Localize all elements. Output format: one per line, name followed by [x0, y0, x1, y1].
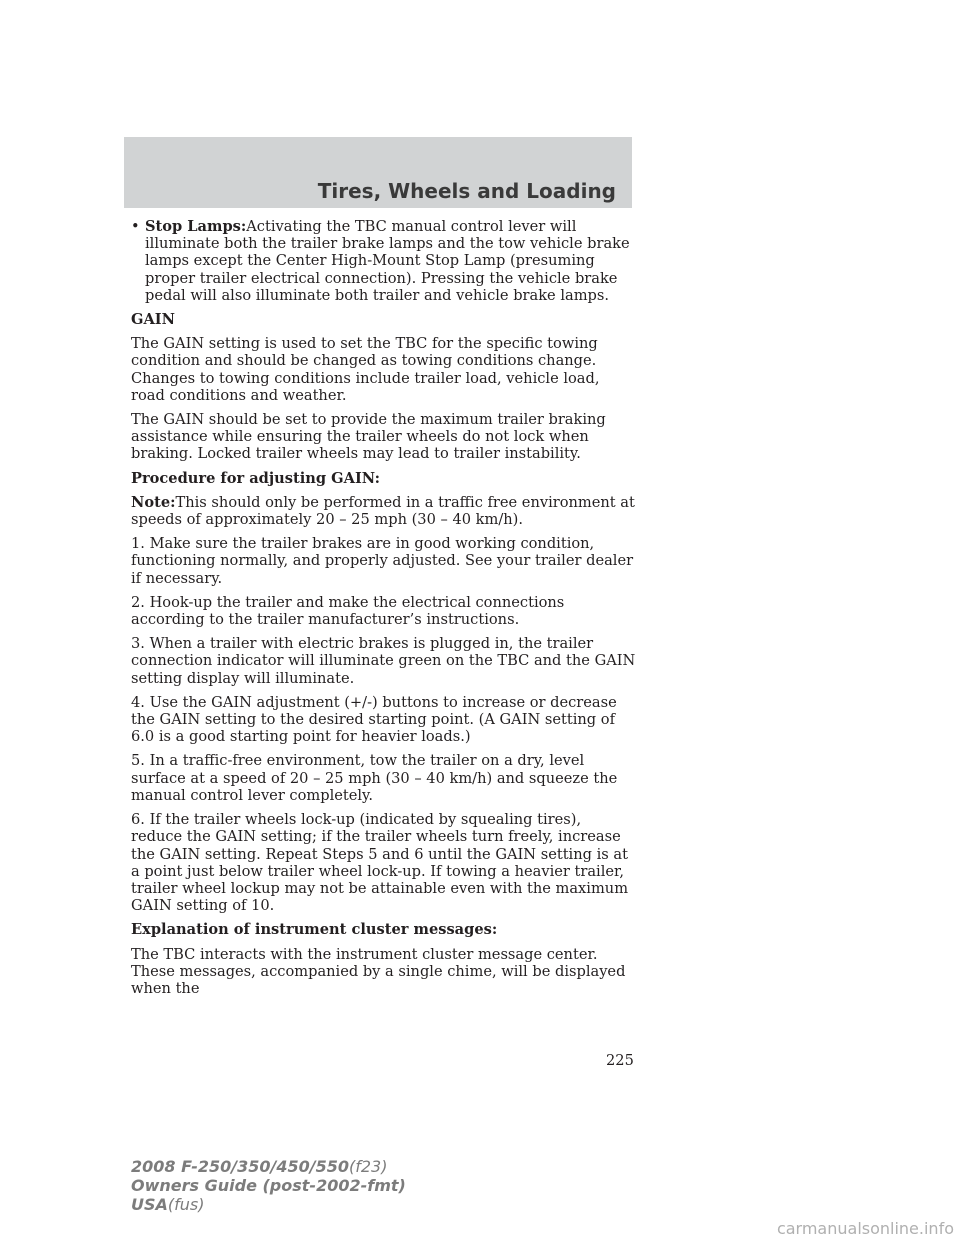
procedure-step-5: 5. In a traffic-free environment, tow the trailer on a dry, level surface at a speed of 20 – 25 mph (30 – 40 km/h) and squeeze the manual control lever completely. — [131, 752, 618, 804]
procedure-step-1: 1. Make sure the trailer brakes are in good working condition, functioning normally, and properly adjusted. See your trailer dealer if necessary. — [131, 535, 634, 587]
procedure-step-4: 4. Use the GAIN adjustment (+/-) buttons to increase or decrease the GAIN setting to the desired starting point. (A GAIN setting of 6.0 is a good starting point for heavier loads.) — [131, 693, 617, 746]
footer-market-code: (fus) — [167, 1195, 205, 1214]
procedure-note — [131, 494, 636, 528]
note-text: This should only be performed in a traffic free environment at speeds of approximately 20 – 25 mph (30 – 40 km/h). — [131, 493, 635, 529]
watermark-link[interactable]: carmanualsonline.info — [776, 1219, 954, 1238]
footer-market: USA — [131, 1195, 168, 1214]
gain-paragraph-2: The GAIN should be set to provide the maximum trailer braking assistance while ensuring the trailer wheels do not lock when braking. Locked trailer wheels may lead to trailer instability. — [131, 411, 606, 463]
stop-lamps-bullet — [131, 218, 636, 304]
procedure-step-3: 3. When a trailer with electric brakes is plugged in, the trailer connection indicator will illuminate green on the TBC and the GAIN setting display will illuminate. — [131, 635, 636, 687]
footer-model-code: (f23) — [349, 1157, 388, 1176]
bullet-text: Activating the TBC manual control lever will illuminate both the trailer brake lamps and the tow vehicle brake lamps except the Center High-Mount Stop Lamp (presuming proper trailer electrical connection). Pressing the vehicle brake pedal will also illuminate both trailer and vehicle brake lamps. — [145, 218, 630, 304]
gain-paragraph-1: The GAIN setting is used to set the TBC for the specific towing condition and should be changed as towing conditions change. Changes to towing conditions include trailer load, vehicle load, road conditions and weather. — [131, 335, 600, 404]
procedure-step-6: 6. If the trailer wheels lock-up (indicated by squealing tires), reduce the GAIN setting; if the trailer wheels turn freely, increase the GAIN setting. Repeat Steps 5 and 6 until the GAIN setting is at a point just below trailer wheel lock-up. If towing a heavier trailer, trailer wheel lockup may not be attainable even with the maximum GAIN setting of 10. — [131, 811, 629, 915]
messages-paragraph: The TBC interacts with the instrument cluster message center. These messages, accompanied by a single chime, will be displayed when the — [131, 945, 626, 997]
messages-heading: Explanation of instrument cluster messages: — [131, 921, 498, 939]
bullet-mark: • — [131, 218, 140, 235]
procedure-step-2: 2. Hook-up the trailer and make the electrical connections according to the trailer manufacturer’s instructions. — [131, 593, 565, 629]
gain-heading: GAIN — [131, 311, 175, 329]
section-title: Tires, Wheels and Loading — [317, 179, 616, 203]
page-content — [131, 218, 636, 1004]
section-header-band — [124, 137, 632, 208]
document-footer — [131, 1157, 406, 1214]
note-label: Note: — [131, 493, 176, 511]
procedure-heading: Procedure for adjusting GAIN: — [131, 469, 380, 487]
footer-guide: Owners Guide (post-2002-fmt) — [131, 1176, 406, 1195]
page-number: 225 — [606, 1052, 634, 1069]
footer-model: 2008 F-250/350/450/550 — [131, 1157, 349, 1176]
bullet-label: Stop Lamps: — [145, 218, 247, 235]
